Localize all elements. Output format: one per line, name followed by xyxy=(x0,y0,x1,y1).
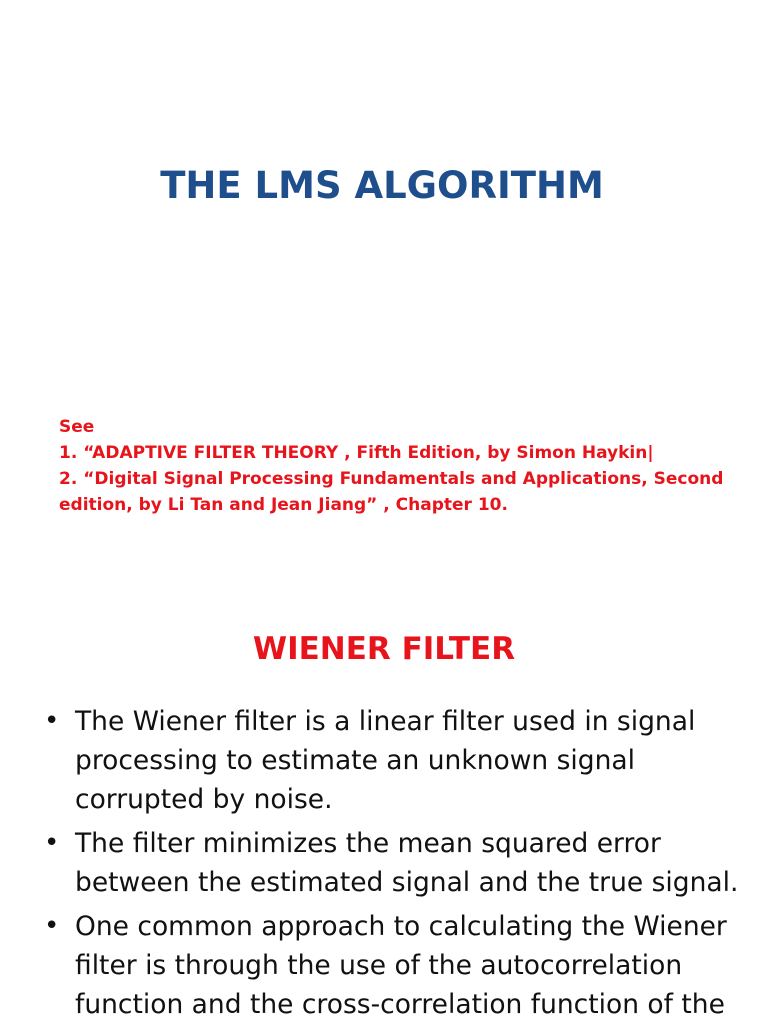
bullet-icon: • xyxy=(44,911,60,941)
references-intro: See xyxy=(59,417,95,437)
slide-title: THE LMS ALGORITHM xyxy=(160,164,604,207)
section-title: WIENER FILTER xyxy=(252,631,516,667)
bullet-text-line: The Wiener filter is a linear filter used in signal xyxy=(75,706,696,737)
bullet-icon: • xyxy=(44,828,60,858)
bullet-list xyxy=(0,702,768,1024)
bullet-text-line: The filter minimizes the mean squared error xyxy=(75,828,661,859)
bullet-text-line: filter is through the use of the autocorrelation xyxy=(75,950,683,981)
bullet-text-line: function and the cross-correlation function of the xyxy=(75,989,725,1020)
reference-line: 1. “ADAPTIVE FILTER THEORY , Fifth Edition, by Simon Haykin| xyxy=(59,443,654,463)
references-block xyxy=(59,414,739,518)
bullet-text-line: corrupted by noise. xyxy=(75,784,333,815)
bullet-text-line: processing to estimate an unknown signal xyxy=(75,745,635,776)
bullet-text-line: between the estimated signal and the true signal. xyxy=(75,867,739,898)
reference-line: 2. “Digital Signal Processing Fundamentals and Applications, Second xyxy=(59,469,724,489)
reference-line: edition, by Li Tan and Jean Jiang” , Chapter 10. xyxy=(59,495,508,515)
bullet-item xyxy=(0,907,768,1024)
bullet-item xyxy=(0,702,768,819)
bullet-item xyxy=(0,824,768,902)
bullet-icon: • xyxy=(44,706,60,736)
bullet-text-line: One common approach to calculating the Wiener xyxy=(75,911,727,942)
